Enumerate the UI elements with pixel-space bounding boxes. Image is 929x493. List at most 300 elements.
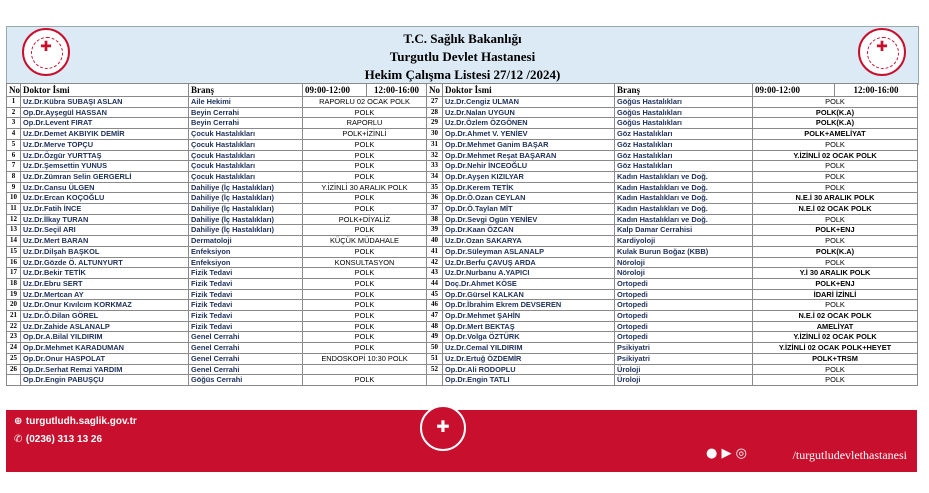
slot-status: POLK+ENJ (753, 225, 918, 236)
table-row (427, 171, 918, 182)
table-row (7, 375, 427, 386)
slot-status: Y.İ 30 ARALIK POLK (753, 268, 918, 279)
branch-name: Beyin Cerrahi (189, 107, 303, 118)
table-row (427, 161, 918, 172)
branch-name: Ortopedi (615, 300, 753, 311)
row-number: 51 (427, 353, 443, 364)
doctor-name: Uz.Dr.Fatih İNCE (21, 204, 189, 215)
slot-morning: POLK (303, 107, 427, 118)
schedule-table-left (6, 83, 427, 386)
slot-status: POLK+ENJ (753, 278, 918, 289)
slot-status: POLK+TRSM (753, 353, 918, 364)
col-branch: Branş (615, 84, 753, 97)
table-row (427, 300, 918, 311)
slot-morning: POLK+İZİNLİ (303, 129, 427, 140)
table-row (7, 214, 427, 225)
table-row (427, 107, 918, 118)
branch-name: Göğüs Cerrahi (189, 375, 303, 386)
row-number: 44 (427, 278, 443, 289)
row-number: 41 (427, 246, 443, 257)
row-number: 49 (427, 332, 443, 343)
ministry-logo-right: ✚ (858, 28, 906, 76)
doctor-name: Uz.Dr.Nalan UYGUN (443, 107, 615, 118)
table-row (427, 214, 918, 225)
row-number: 35 (427, 182, 443, 193)
row-number: 50 (427, 343, 443, 354)
branch-name: Kadın Hastalıkları ve Doğ. (615, 193, 753, 204)
col-slot2: 12:00-16:00 (835, 84, 918, 97)
slot-status: POLK (753, 236, 918, 247)
doctor-name: Uz.Dr.Bekir TETİK (21, 268, 189, 279)
col-slot1: 09:00-12:00 (753, 84, 835, 97)
slot-morning: KÜÇÜK MÜDAHALE (303, 236, 427, 247)
table-row (427, 278, 918, 289)
table-row (427, 182, 918, 193)
page-header (6, 26, 919, 85)
table-row (427, 353, 918, 364)
branch-name: Göz Hastalıkları (615, 161, 753, 172)
branch-name: Kadın Hastalıkları ve Doğ. (615, 171, 753, 182)
row-number: 6 (7, 150, 21, 161)
branch-name: Göğüs Hastalıkları (615, 97, 753, 108)
branch-name: Kalp Damar Cerrahisi (615, 225, 753, 236)
row-number: 32 (427, 150, 443, 161)
row-number: 29 (427, 118, 443, 129)
doctor-name: Uz.Dr.Cengiz ULMAN (443, 97, 615, 108)
row-number: 31 (427, 139, 443, 150)
table-row (7, 150, 427, 161)
row-number: 52 (427, 364, 443, 375)
row-number: 13 (7, 225, 21, 236)
branch-name: Çocuk Hastalıkları (189, 161, 303, 172)
doctor-name: Uz.Dr.Gözde Ö. ALTUNYURT (21, 257, 189, 268)
table-row (7, 97, 427, 108)
table-row (7, 161, 427, 172)
branch-name: Genel Cerrahi (189, 353, 303, 364)
branch-name: Dahiliye (İç Hastalıkları) (189, 214, 303, 225)
doctor-name: Doç.Dr.Ahmet KÖSE (443, 278, 615, 289)
branch-name: Fizik Tedavi (189, 311, 303, 322)
doctor-name: Op.Dr.Kaan ÖZCAN (443, 225, 615, 236)
table-row (427, 118, 918, 129)
slot-morning: RAPORLU 02 OCAK POLK (303, 97, 427, 108)
table-row (7, 257, 427, 268)
col-doctor: Doktor İsmi (443, 84, 615, 97)
branch-name: Çocuk Hastalıkları (189, 150, 303, 161)
table-row (7, 118, 427, 129)
row-number: 24 (7, 343, 21, 354)
branch-name: Ortopedi (615, 321, 753, 332)
list-title: Hekim Çalışma Listesi 27/12 /2024) (364, 67, 561, 82)
slot-status: AMELİYAT (753, 321, 918, 332)
table-row (427, 204, 918, 215)
phone-icon: ✆ (14, 434, 26, 445)
row-number: 20 (7, 300, 21, 311)
doctor-name: Uz.Dr.Demet AKBIYIK DEMİR (21, 129, 189, 140)
row-number: 22 (7, 321, 21, 332)
branch-name: Göz Hastalıkları (615, 129, 753, 140)
row-number: 26 (7, 364, 21, 375)
slot-morning: POLK (303, 289, 427, 300)
slot-morning: ENDOSKOPİ 10:30 POLK (303, 353, 427, 364)
row-number: 11 (7, 204, 21, 215)
doctor-name: Op.Dr.Mehmet Reşat BAŞARAN (443, 150, 615, 161)
branch-name: Kadın Hastalıkları ve Doğ. (615, 214, 753, 225)
branch-name: Üroloji (615, 364, 753, 375)
doctor-name: Uz.Dr.Berfu ÇAVUŞ ARDA (443, 257, 615, 268)
table-row (7, 278, 427, 289)
row-number: 16 (7, 257, 21, 268)
row-number: 40 (427, 236, 443, 247)
doctor-name: Uz.Dr.Özgür YURTTAŞ (21, 150, 189, 161)
branch-name: Fizik Tedavi (189, 268, 303, 279)
website-text: turgutludh.saglik.gov.tr (25, 416, 137, 427)
table-row (7, 139, 427, 150)
phone-text: (0236) 313 13 26 (25, 434, 103, 445)
branch-name: Göğüs Hastalıkları (615, 107, 753, 118)
facebook-icon[interactable]: ● (706, 446, 718, 461)
doctor-name: Op.Dr.Ö.Ozan CEYLAN (443, 193, 615, 204)
branch-name: Aile Hekimi (189, 97, 303, 108)
doctor-name: Uz.Dr.Özlem ÖZGÖNEN (443, 118, 615, 129)
slot-status: Y.İZİNLİ 02 OCAK POLK (753, 332, 918, 343)
row-number (427, 375, 443, 386)
col-branch: Branş (189, 84, 303, 97)
branch-name: Göz Hastalıkları (615, 139, 753, 150)
table-header-row (7, 84, 427, 97)
row-number: 37 (427, 204, 443, 215)
branch-name: Çocuk Hastalıkları (189, 129, 303, 140)
doctor-name: Uz.Dr.Mertcan AY (21, 289, 189, 300)
doctor-name: Uz.Dr.Seçil ARI (21, 225, 189, 236)
table-row (7, 289, 427, 300)
hospital-title: Turgutlu Devlet Hastanesi (389, 49, 536, 64)
row-number: 1 (7, 97, 21, 108)
row-number: 36 (427, 193, 443, 204)
doctor-name: Uz.Dr.Merve TOPÇU (21, 139, 189, 150)
doctor-name: Uz.Dr.Ebru SERT (21, 278, 189, 289)
slot-morning: POLK (303, 161, 427, 172)
doctor-name: Op.Dr.Mehmet Ganim BAŞAR (443, 139, 615, 150)
branch-name: Kadın Hastalıkları ve Doğ. (615, 182, 753, 193)
row-number: 45 (427, 289, 443, 300)
branch-name: Ortopedi (615, 332, 753, 343)
branch-name: Fizik Tedavi (189, 289, 303, 300)
doctor-name: Op.Dr.Engin PABUŞÇU (21, 375, 189, 386)
table-row (7, 332, 427, 343)
doctor-name: Op.Dr.Sevgi Ogün YENİEV (443, 214, 615, 225)
table-row (427, 193, 918, 204)
branch-name: Genel Cerrahi (189, 364, 303, 375)
doctor-name: Op.Dr.Ayşen KIZILYAR (443, 171, 615, 182)
row-number: 9 (7, 182, 21, 193)
branch-name: Kulak Burun Boğaz (KBB) (615, 246, 753, 257)
branch-name: Psikiyatri (615, 353, 753, 364)
table-row (427, 332, 918, 343)
doctor-name: Uz.Dr.Zahide ASLANALP (21, 321, 189, 332)
table-row (427, 225, 918, 236)
table-row (7, 107, 427, 118)
row-number: 10 (7, 193, 21, 204)
slot-morning: POLK (303, 193, 427, 204)
slot-status: N.E.İ 30 ARALIK POLK (753, 193, 918, 204)
doctor-name: Uz.Dr.Onur Kıvılcım KORKMAZ (21, 300, 189, 311)
table-row (7, 268, 427, 279)
slot-morning: Y.İZİNLİ 30 ARALIK POLK (303, 182, 427, 193)
branch-name: Dermatoloji (189, 236, 303, 247)
table-row (7, 353, 427, 364)
doctor-name: Op.Dr.A.Bilal YILDIRIM (21, 332, 189, 343)
table-row (427, 268, 918, 279)
slot-status: POLK(K.A) (753, 107, 918, 118)
table-row (7, 225, 427, 236)
slot-morning: POLK (303, 278, 427, 289)
table-row (7, 182, 427, 193)
slot-status: POLK (753, 214, 918, 225)
doctor-name: Op.Dr.Levent FIRAT (21, 118, 189, 129)
branch-name: Nöroloji (615, 257, 753, 268)
doctor-name: Op.Dr.Ahmet V. YENİEV (443, 129, 615, 140)
branch-name: Fizik Tedavi (189, 278, 303, 289)
website-link[interactable] (14, 416, 137, 427)
slot-status: N.E.İ 02 OCAK POLK (753, 311, 918, 322)
branch-name: Genel Cerrahi (189, 332, 303, 343)
row-number: 42 (427, 257, 443, 268)
slot-morning: POLK (303, 268, 427, 279)
doctor-name: Uz.Dr.Ozan SAKARYA (443, 236, 615, 247)
slot-status: Y.İZİNLİ 02 OCAK POLK (753, 150, 918, 161)
slot-status: N.E.İ 02 OCAK POLK (753, 204, 918, 215)
row-number: 43 (427, 268, 443, 279)
slot-morning (303, 364, 427, 375)
branch-name: Nöroloji (615, 268, 753, 279)
row-number: 8 (7, 171, 21, 182)
row-number: 17 (7, 268, 21, 279)
col-no: No (7, 84, 21, 97)
table-row (427, 139, 918, 150)
slot-status: İDARİ İZİNLİ (753, 289, 918, 300)
row-number: 38 (427, 214, 443, 225)
doctor-name: Uz.Dr.Nurbanu A.YAPICI (443, 268, 615, 279)
row-number: 4 (7, 129, 21, 140)
row-number: 5 (7, 139, 21, 150)
slot-status: POLK(K.A) (753, 118, 918, 129)
row-number: 7 (7, 161, 21, 172)
table-row (7, 236, 427, 247)
table-row (427, 150, 918, 161)
doctor-name: Op.Dr.Ayşegül HASSAN (21, 107, 189, 118)
doctor-name: Op.Dr.Süleyman ASLANALP (443, 246, 615, 257)
branch-name: Fizik Tedavi (189, 300, 303, 311)
row-number: 39 (427, 225, 443, 236)
branch-name: Enfeksiyon (189, 246, 303, 257)
row-number: 23 (7, 332, 21, 343)
doctor-name: Op.Dr.Ö.Taylan MİT (443, 204, 615, 215)
table-row (7, 343, 427, 354)
ministry-logo-left: ✚ (22, 28, 70, 76)
slot-morning: POLK (303, 343, 427, 354)
branch-name: Çocuk Hastalıkları (189, 139, 303, 150)
table-row (7, 311, 427, 322)
row-number: 18 (7, 278, 21, 289)
branch-name: Göz Hastalıkları (615, 150, 753, 161)
branch-name: Dahiliye (İç Hastalıkları) (189, 204, 303, 215)
ministry-logo-center: ✚ (420, 405, 466, 451)
slot-morning: POLK (303, 204, 427, 215)
col-slot2: 12:00-16:00 (367, 84, 427, 97)
doctor-name: Op.Dr.Gürsel KALKAN (443, 289, 615, 300)
table-row (7, 204, 427, 215)
slot-morning: POLK (303, 300, 427, 311)
branch-name: Kardiyoloji (615, 236, 753, 247)
row-number: 2 (7, 107, 21, 118)
branch-name: Dahiliye (İç Hastalıkları) (189, 193, 303, 204)
doctor-name: Op.Dr.Serhat Remzi YARDIM (21, 364, 189, 375)
slot-status: POLK (753, 97, 918, 108)
row-number: 33 (427, 161, 443, 172)
doctor-name: Uz.Dr.Şemsettin YUNUS (21, 161, 189, 172)
table-row (427, 129, 918, 140)
table-row (427, 321, 918, 332)
row-number: 48 (427, 321, 443, 332)
slot-morning: POLK (303, 225, 427, 236)
slot-morning: POLK (303, 246, 427, 257)
globe-icon: ⊕ (14, 416, 26, 427)
row-number: 28 (427, 107, 443, 118)
branch-name: Fizik Tedavi (189, 321, 303, 332)
slot-morning: POLK (303, 332, 427, 343)
row-number: 27 (427, 97, 443, 108)
slot-status: POLK(K.A) (753, 246, 918, 257)
doctor-name: Op.Dr.Mehmet ŞAHİN (443, 311, 615, 322)
slot-morning: POLK (303, 375, 427, 386)
doctor-name: Op.Dr.İbrahim Ekrem DEVSEREN (443, 300, 615, 311)
row-number: 21 (7, 311, 21, 322)
table-row (427, 311, 918, 322)
slot-status: POLK (753, 257, 918, 268)
table-row (427, 97, 918, 108)
youtube-icon[interactable]: ▶ (721, 446, 732, 461)
slot-status: POLK (753, 375, 918, 386)
slot-morning: POLK (303, 150, 427, 161)
row-number: 30 (427, 129, 443, 140)
table-row (427, 375, 918, 386)
table-row (7, 300, 427, 311)
slot-morning: POLK (303, 139, 427, 150)
table-row (7, 193, 427, 204)
table-row (427, 246, 918, 257)
slot-status: POLK (753, 300, 918, 311)
slot-status: POLK (753, 364, 918, 375)
row-number: 25 (7, 353, 21, 364)
doctor-name: Op.Dr.Mert BEKTAŞ (443, 321, 615, 332)
doctor-name: Uz.Dr.Cemal YILDIRIM (443, 343, 615, 354)
col-slot1: 09:00-12:00 (303, 84, 367, 97)
slot-morning: RAPORLU (303, 118, 427, 129)
branch-name: Dahiliye (İç Hastalıkları) (189, 182, 303, 193)
col-no: No (427, 84, 443, 97)
table-row (427, 236, 918, 247)
row-number: 47 (427, 311, 443, 322)
doctor-name: Op.Dr.Ali RODOPLU (443, 364, 615, 375)
col-doctor: Doktor İsmi (21, 84, 189, 97)
slot-status: POLK (753, 182, 918, 193)
doctor-name: Uz.Dr.Cansu ÜLGEN (21, 182, 189, 193)
row-number: 3 (7, 118, 21, 129)
branch-name: Ortopedi (615, 278, 753, 289)
table-row (7, 321, 427, 332)
table-header-row (427, 84, 918, 97)
slot-status: Y.İZİNLİ 02 OCAK POLK+HEYET (753, 343, 918, 354)
doctor-name: Uz.Dr.Ö.Dilan GÖREL (21, 311, 189, 322)
row-number: 15 (7, 246, 21, 257)
slot-morning: POLK (303, 321, 427, 332)
table-row (427, 289, 918, 300)
table-row (7, 171, 427, 182)
slot-morning: POLK+DİYALİZ (303, 214, 427, 225)
doctor-name: Uz.Dr.Zümran Selin GERGERLİ (21, 171, 189, 182)
table-row (7, 129, 427, 140)
branch-name: Ortopedi (615, 289, 753, 300)
ministry-title: T.C. Sağlık Bakanlığı (403, 31, 522, 46)
slot-status: POLK (753, 139, 918, 150)
doctor-name: Op.Dr.Nehir İNCEOĞLU (443, 161, 615, 172)
slot-morning: KONSULTASYON (303, 257, 427, 268)
doctor-name: Op.Dr.Kerem TETİK (443, 182, 615, 193)
doctor-name: Op.Dr.Mehmet KARADUMAN (21, 343, 189, 354)
table-row (427, 343, 918, 354)
table-row (427, 257, 918, 268)
row-number: 14 (7, 236, 21, 247)
branch-name: Dahiliye (İç Hastalıkları) (189, 225, 303, 236)
slot-morning: POLK (303, 171, 427, 182)
social-handle[interactable]: /turgutludevlethastanesi (792, 448, 907, 462)
schedule-table-right (426, 83, 918, 386)
row-number: 12 (7, 214, 21, 225)
doctor-name: Uz.Dr.Dilşah BAŞKOL (21, 246, 189, 257)
slot-status: POLK (753, 161, 918, 172)
doctor-name: Uz.Dr.Ertuğ ÖZDEMİR (443, 353, 615, 364)
branch-name: Ortopedi (615, 311, 753, 322)
social-icons (706, 446, 747, 461)
slot-status: POLK+AMELİYAT (753, 129, 918, 140)
table-row (7, 246, 427, 257)
doctor-name: Op.Dr.Engin TATLI (443, 375, 615, 386)
doctor-name: Uz.Dr.Kübra SUBAŞI ASLAN (21, 97, 189, 108)
doctor-name: Uz.Dr.Ercan KOÇOĞLU (21, 193, 189, 204)
row-number: 46 (427, 300, 443, 311)
branch-name: Kadın Hastalıkları ve Doğ. (615, 204, 753, 215)
branch-name: Üroloji (615, 375, 753, 386)
doctor-name: Uz.Dr.İlkay TURAN (21, 214, 189, 225)
row-number: 34 (427, 171, 443, 182)
instagram-icon[interactable]: ◎ (735, 446, 747, 461)
table-row (7, 364, 427, 375)
doctor-name: Uz.Dr.Mert BARAN (21, 236, 189, 247)
row-number: 19 (7, 289, 21, 300)
branch-name: Çocuk Hastalıkları (189, 171, 303, 182)
branch-name: Göğüs Hastalıkları (615, 118, 753, 129)
row-number (7, 375, 21, 386)
table-row (427, 364, 918, 375)
phone-number (14, 434, 102, 445)
slot-morning: POLK (303, 311, 427, 322)
doctor-name: Op.Dr.Onur HASPOLAT (21, 353, 189, 364)
branch-name: Genel Cerrahi (189, 343, 303, 354)
branch-name: Psikiyatri (615, 343, 753, 354)
doctor-name: Op.Dr.Volga ÖZTÜRK (443, 332, 615, 343)
branch-name: Enfeksiyon (189, 257, 303, 268)
